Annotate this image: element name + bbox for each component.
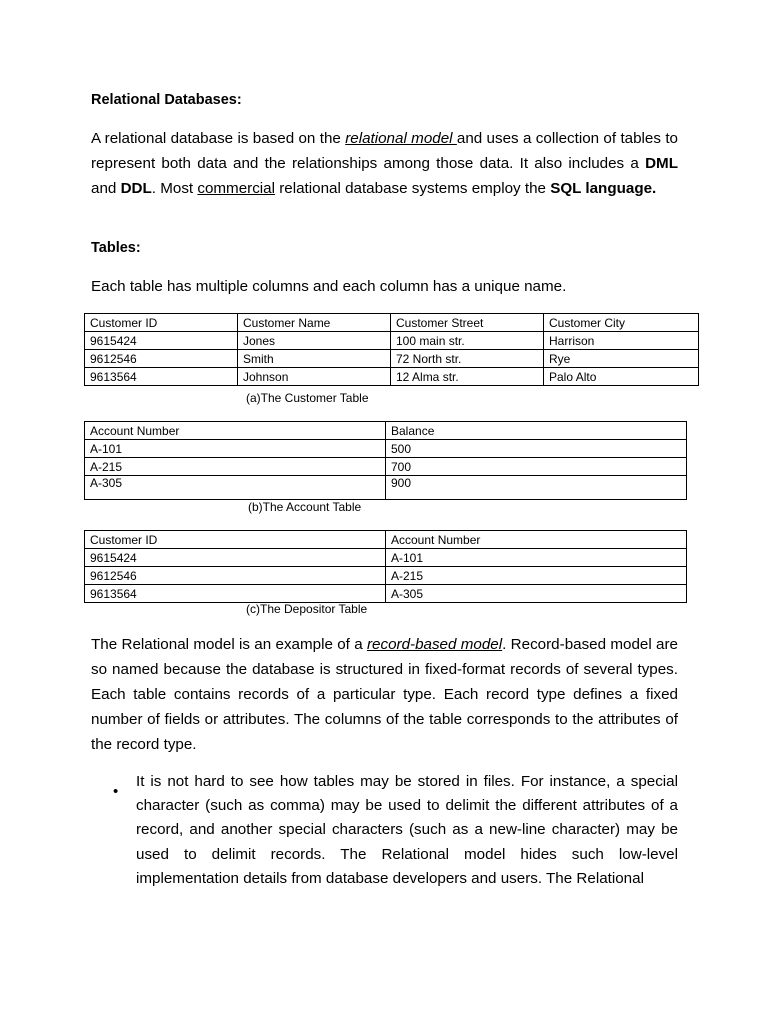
column-header: Customer ID (85, 531, 386, 549)
table-cell: A-101 (386, 549, 687, 567)
column-header: Customer Street (391, 314, 544, 332)
table-cell: A-305 (386, 585, 687, 603)
table-cell: A-215 (386, 567, 687, 585)
table-row (85, 549, 687, 567)
section-heading-tables: Tables: (91, 240, 141, 256)
table-cell: 9612546 (85, 350, 238, 368)
table-cell: Harrison (544, 332, 699, 350)
column-header: Account Number (85, 422, 386, 440)
bullet-icon: • (113, 783, 119, 800)
table-cell: 9613564 (85, 585, 386, 603)
column-header: Account Number (386, 531, 687, 549)
table-cell: 700 (386, 458, 687, 476)
table-cell: 900 (386, 476, 687, 500)
table-cell: 500 (386, 440, 687, 458)
table-cell: 9615424 (85, 549, 386, 567)
intro-paragraph (91, 126, 678, 201)
dml-term: DML (645, 155, 678, 172)
table-row (85, 567, 687, 585)
table-cell: A-305 (85, 476, 386, 500)
column-header: Balance (386, 422, 687, 440)
record-based-model-link[interactable]: record-based model (366, 636, 503, 653)
commercial-link[interactable]: commercial (197, 180, 275, 197)
table-cell: A-101 (85, 440, 386, 458)
table-header-row (85, 422, 687, 440)
table-row (85, 585, 687, 603)
table-cell: 9612546 (85, 567, 386, 585)
relational-model-link[interactable]: relational model (345, 130, 457, 147)
table-cell: 72 North str. (391, 350, 544, 368)
table-cell: 9615424 (85, 332, 238, 350)
sql-term: SQL language. (550, 180, 657, 197)
table-header-row (85, 531, 687, 549)
ddl-term: DDL (120, 180, 152, 197)
table-cell: Rye (544, 350, 699, 368)
intro-and: and (91, 180, 121, 197)
table-cell: 9613564 (85, 368, 238, 386)
intro-text-3: . Most (151, 180, 198, 197)
intro-text-2: and uses a collection of tables to represent both data and the relationships among those data. It also includes a (91, 130, 678, 172)
bullet-paragraph: It is not hard to see how tables may be stored in files. For instance, a special character (such as comma) may be used to delimit the different attributes of a record, and another special characters (such as a new-line character) may be used to delimit records. The Relational model hides such low-level implementation details from database developers and users. The Relational (136, 773, 678, 887)
account-table (84, 421, 687, 500)
table-cell: Smith (238, 350, 391, 368)
column-header: Customer Name (238, 314, 391, 332)
table-row (85, 440, 687, 458)
model-text-2: . Record-based model are so named because the database is structured in fixed-format records of several types. Each table contains records of a particular type. Each record type defines a fixed number of fields or attributes. The columns of the table corresponds to the attributes of the record type. (91, 636, 679, 753)
column-header: Customer ID (85, 314, 238, 332)
table-row (85, 350, 699, 368)
customer-table-caption: (a)The Customer Table (246, 391, 369, 405)
section-heading-relational-databases: Relational Databases: (91, 92, 242, 108)
intro-text-4: relational database systems employ the (275, 180, 551, 197)
table-row (85, 458, 687, 476)
table-cell: 12 Alma str. (391, 368, 544, 386)
table-header-row (85, 314, 699, 332)
depositor-table-caption: (c)The Depositor Table (246, 602, 368, 616)
table-cell: Palo Alto (544, 368, 699, 386)
model-text-1: The Relational model is an example of a (91, 636, 367, 653)
customer-table (84, 313, 699, 386)
table-cell: 100 main str. (391, 332, 544, 350)
table-cell: Jones (238, 332, 391, 350)
account-table-caption: (b)The Account Table (248, 500, 362, 514)
table-row (85, 368, 699, 386)
record-based-model-paragraph (91, 632, 678, 757)
tables-intro-sentence: Each table has multiple columns and each column has a unique name. (91, 278, 567, 295)
table-row (85, 332, 699, 350)
table-cell: Johnson (238, 368, 391, 386)
depositor-table (84, 530, 687, 603)
intro-text-1: A relational database is based on the (91, 130, 346, 147)
table-cell: A-215 (85, 458, 386, 476)
column-header: Customer City (544, 314, 699, 332)
table-row (85, 476, 687, 500)
